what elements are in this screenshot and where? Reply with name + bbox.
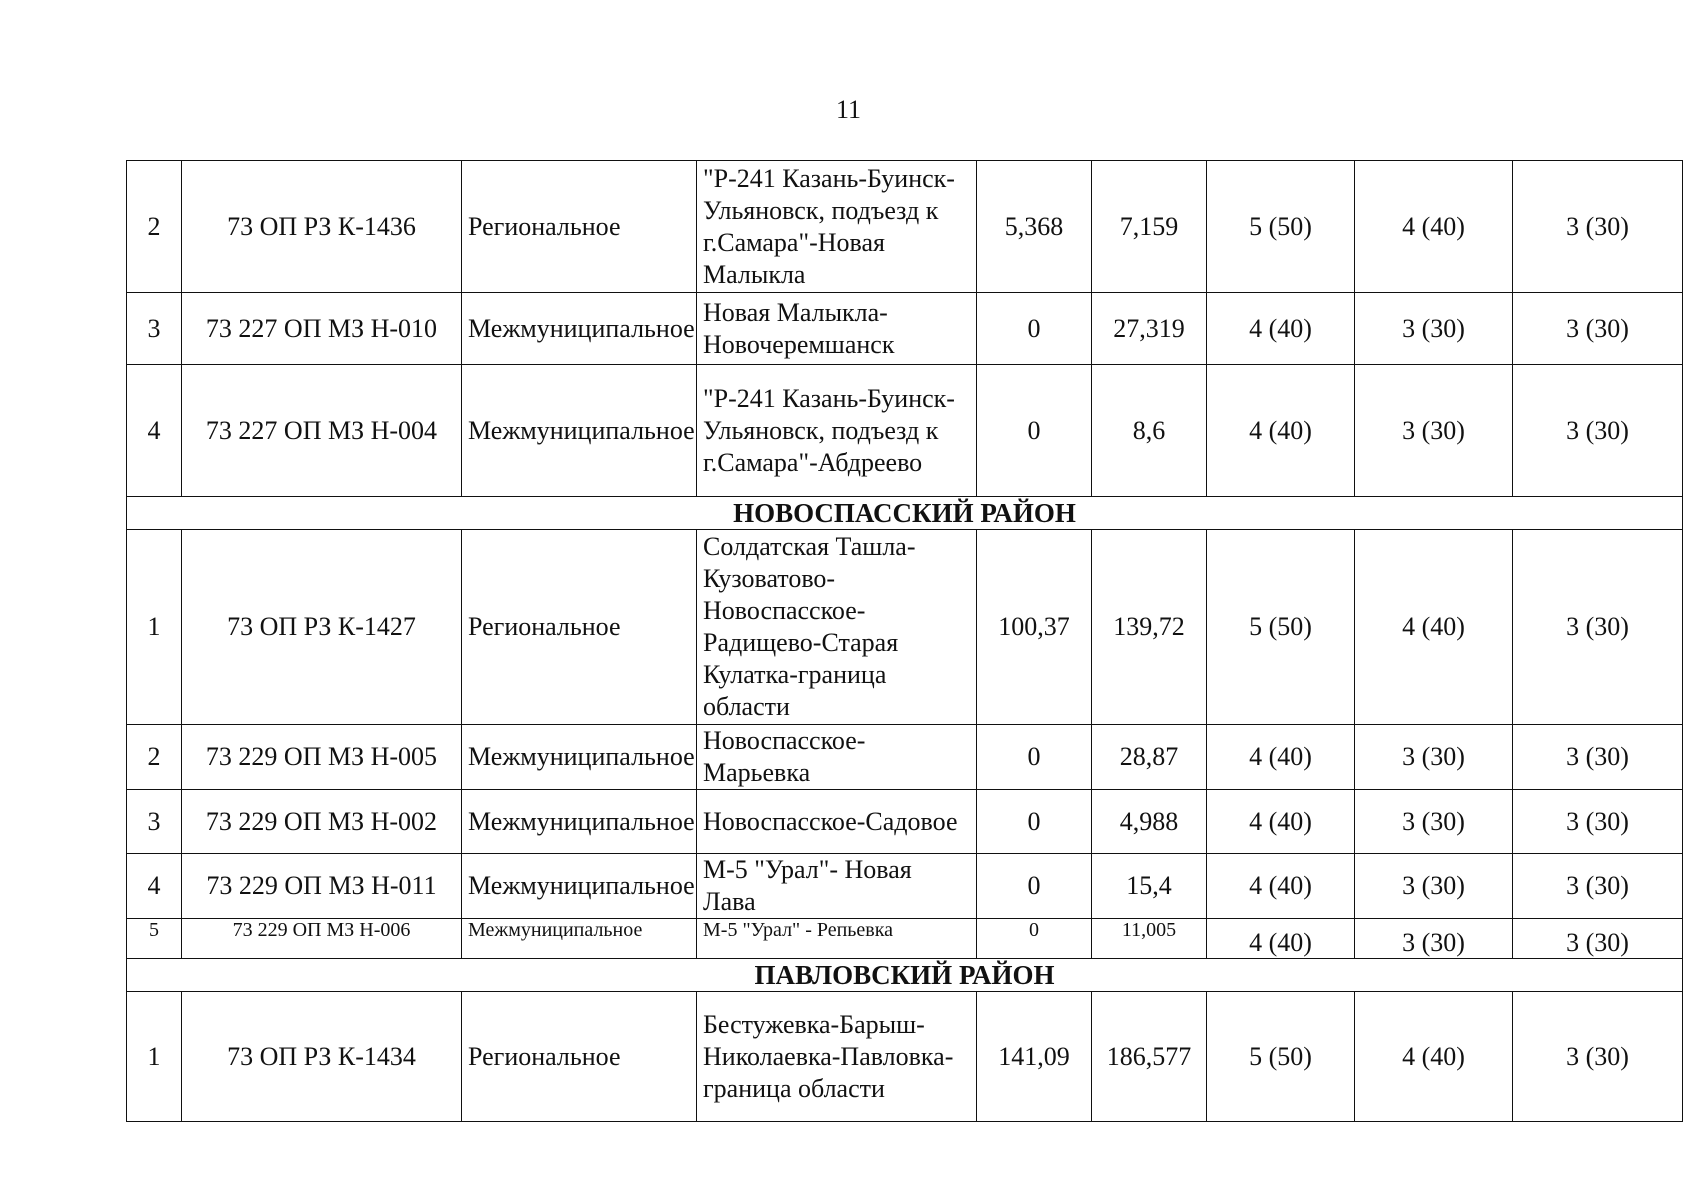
road-name: Новоспасское-Марьевка (697, 725, 977, 790)
district-header-row (127, 959, 1683, 992)
table-row (127, 919, 1683, 959)
row-number: 1 (127, 530, 182, 725)
class-value-c: 3 (30) (1513, 365, 1683, 497)
road-code: 73 ОП РЗ К-1427 (182, 530, 462, 725)
table-row (127, 293, 1683, 365)
road-name: Новая Малыкла-Новочеремшанск (697, 293, 977, 365)
class-value-b: 3 (30) (1355, 725, 1513, 790)
table-row (127, 854, 1683, 919)
class-value-a: 4 (40) (1207, 365, 1355, 497)
table-row (127, 790, 1683, 854)
km-start: 5,368 (977, 161, 1092, 293)
km-end: 186,577 (1092, 992, 1207, 1122)
road-significance: Межмуниципальное (462, 725, 697, 790)
km-end: 28,87 (1092, 725, 1207, 790)
class-value-b: 3 (30) (1355, 365, 1513, 497)
class-value-b: 4 (40) (1355, 530, 1513, 725)
road-name: Солдатская Ташла-Кузоватово-Новоспасское-Радищево-Старая Кулатка-граница области (697, 530, 977, 725)
row-number: 3 (127, 790, 182, 854)
row-number: 3 (127, 293, 182, 365)
class-value-a: 4 (40) (1207, 854, 1355, 919)
km-start: 0 (977, 854, 1092, 919)
class-value-a: 4 (40) (1207, 725, 1355, 790)
road-code: 73 229 ОП МЗ Н-011 (182, 854, 462, 919)
class-value-a: 5 (50) (1207, 161, 1355, 293)
km-end: 15,4 (1092, 854, 1207, 919)
row-number: 2 (127, 725, 182, 790)
class-value-c: 3 (30) (1513, 919, 1683, 959)
km-end: 8,6 (1092, 365, 1207, 497)
district-title: НОВОСПАССКИЙ РАЙОН (127, 497, 1683, 530)
km-start: 100,37 (977, 530, 1092, 725)
road-significance: Межмуниципальное (462, 919, 697, 959)
class-value-b: 3 (30) (1355, 919, 1513, 959)
table-row (127, 725, 1683, 790)
row-number: 4 (127, 365, 182, 497)
road-significance: Межмуниципальное (462, 790, 697, 854)
class-value-a: 5 (50) (1207, 992, 1355, 1122)
road-name: "Р-241 Казань-Буинск-Ульяновск, подъезд к г.Самара"-Новая Малыкла (697, 161, 977, 293)
km-end: 7,159 (1092, 161, 1207, 293)
district-header-row (127, 497, 1683, 530)
class-value-b: 4 (40) (1355, 992, 1513, 1122)
road-code: 73 ОП РЗ К-1434 (182, 992, 462, 1122)
km-end: 139,72 (1092, 530, 1207, 725)
class-value-c: 3 (30) (1513, 790, 1683, 854)
class-value-a: 5 (50) (1207, 530, 1355, 725)
class-value-c: 3 (30) (1513, 530, 1683, 725)
class-value-c: 3 (30) (1513, 992, 1683, 1122)
class-value-a: 4 (40) (1207, 293, 1355, 365)
road-name: М-5 "Урал"- Новая Лава (697, 854, 977, 919)
table-row (127, 365, 1683, 497)
road-code: 73 227 ОП МЗ Н-010 (182, 293, 462, 365)
class-value-c: 3 (30) (1513, 854, 1683, 919)
road-name: "Р-241 Казань-Буинск-Ульяновск, подъезд к г.Самара"-Абдреево (697, 365, 977, 497)
row-number: 2 (127, 161, 182, 293)
km-end: 4,988 (1092, 790, 1207, 854)
road-name: М-5 "Урал" - Репьевка (697, 919, 977, 959)
km-end: 11,005 (1092, 919, 1207, 959)
km-start: 0 (977, 725, 1092, 790)
road-code: 73 229 ОП МЗ Н-002 (182, 790, 462, 854)
class-value-a: 4 (40) (1207, 790, 1355, 854)
km-start: 141,09 (977, 992, 1092, 1122)
table-row (127, 161, 1683, 293)
class-value-c: 3 (30) (1513, 293, 1683, 365)
km-start: 0 (977, 919, 1092, 959)
road-name: Новоспасское-Садовое (697, 790, 977, 854)
table-row (127, 992, 1683, 1122)
class-value-b: 3 (30) (1355, 854, 1513, 919)
roads-table (126, 160, 1683, 1122)
road-code: 73 227 ОП МЗ Н-004 (182, 365, 462, 497)
road-significance: Региональное (462, 992, 697, 1122)
road-significance: Региональное (462, 530, 697, 725)
km-start: 0 (977, 790, 1092, 854)
road-significance: Межмуниципальное (462, 365, 697, 497)
page-number: 11 (835, 95, 862, 124)
class-value-a: 4 (40) (1207, 919, 1355, 959)
row-number: 5 (127, 919, 182, 959)
row-number: 4 (127, 854, 182, 919)
class-value-c: 3 (30) (1513, 161, 1683, 293)
district-title: ПАВЛОВСКИЙ РАЙОН (127, 959, 1683, 992)
class-value-c: 3 (30) (1513, 725, 1683, 790)
road-code: 73 229 ОП МЗ Н-005 (182, 725, 462, 790)
road-significance: Межмуниципальное (462, 854, 697, 919)
km-start: 0 (977, 365, 1092, 497)
road-name: Бестужевка-Барыш-Николаевка-Павловка-граница области (697, 992, 977, 1122)
road-code: 73 229 ОП МЗ Н-006 (182, 919, 462, 959)
km-start: 0 (977, 293, 1092, 365)
road-significance: Региональное (462, 161, 697, 293)
road-code: 73 ОП РЗ К-1436 (182, 161, 462, 293)
class-value-b: 3 (30) (1355, 293, 1513, 365)
km-end: 27,319 (1092, 293, 1207, 365)
class-value-b: 4 (40) (1355, 161, 1513, 293)
row-number: 1 (127, 992, 182, 1122)
class-value-b: 3 (30) (1355, 790, 1513, 854)
road-significance: Межмуниципальное (462, 293, 697, 365)
table-row (127, 530, 1683, 725)
